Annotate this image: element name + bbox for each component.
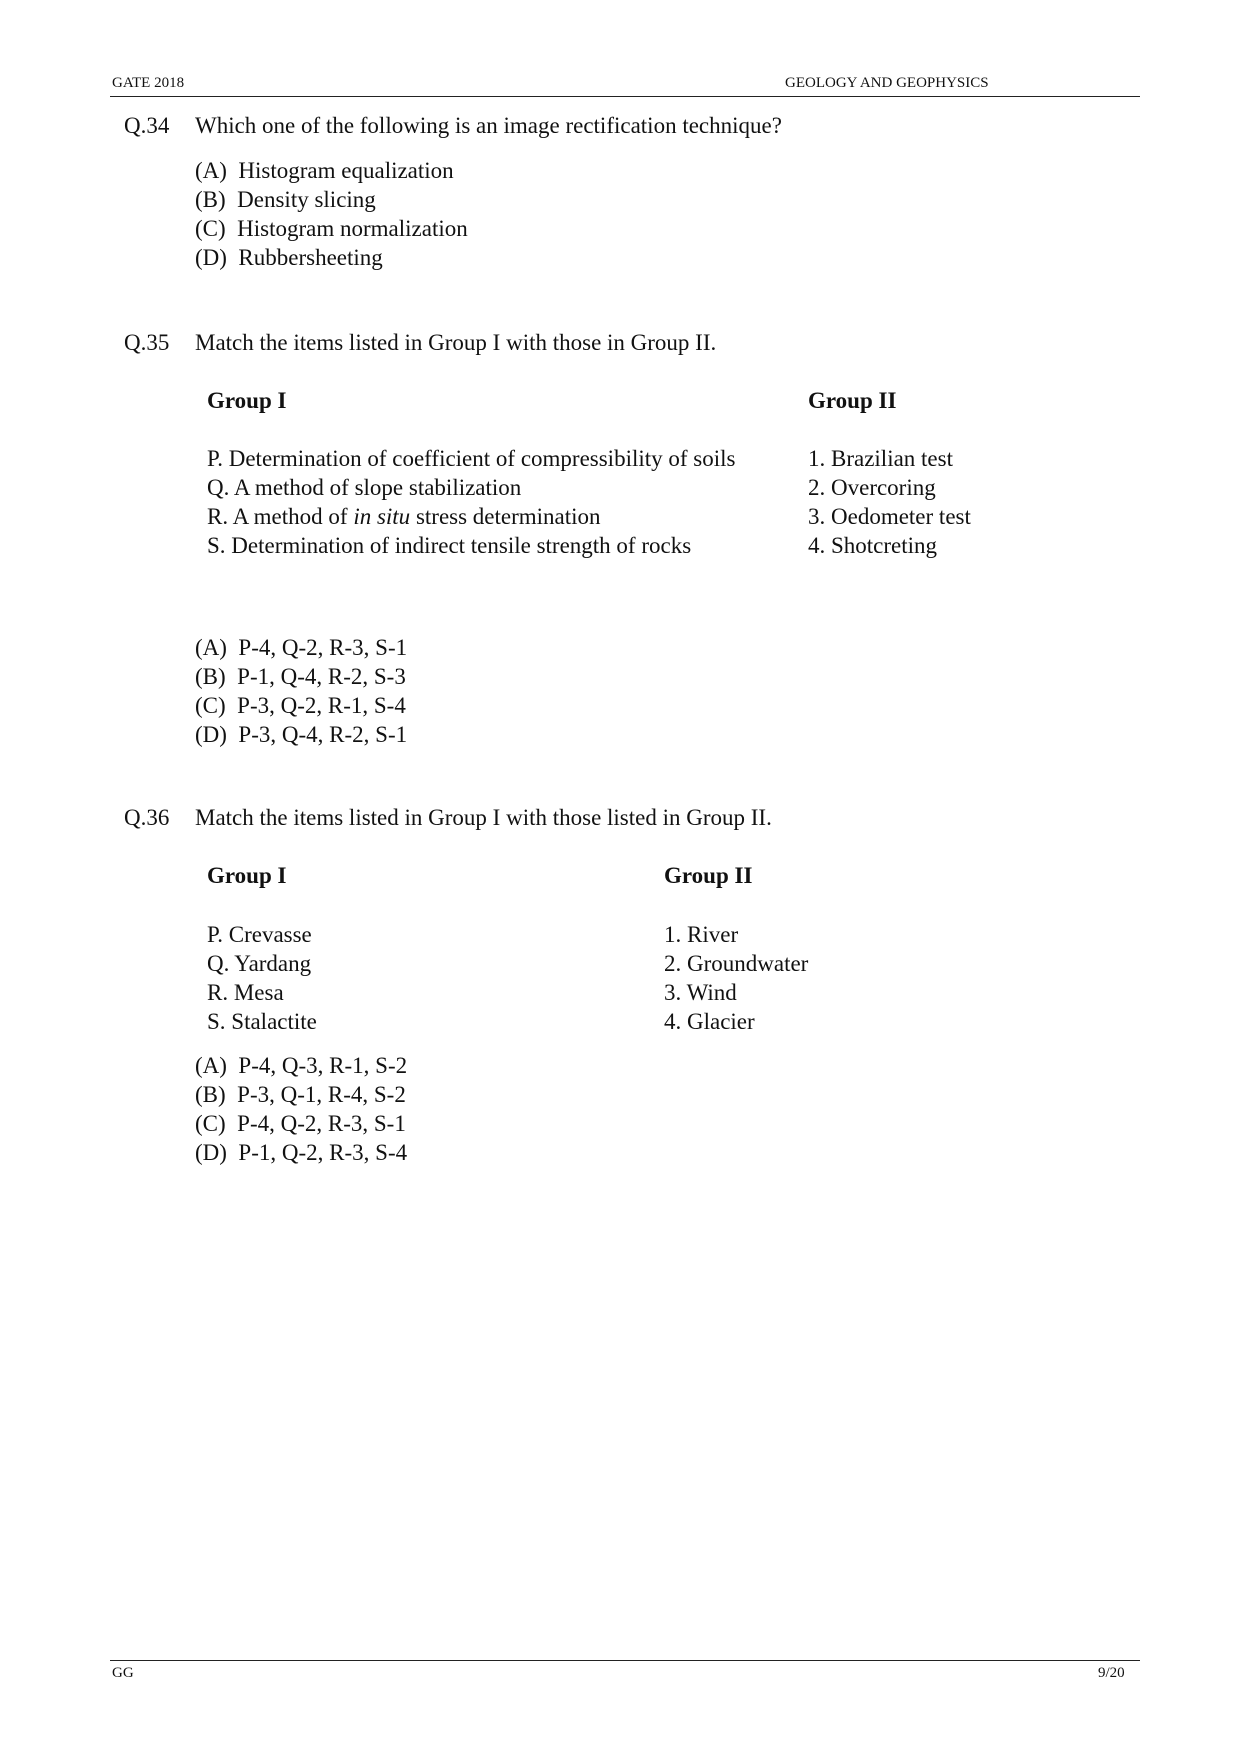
group-1-title: Group I <box>207 388 287 413</box>
group-2-item-4: 4. Shotcreting <box>808 533 938 558</box>
option-b: (B) Density slicing <box>195 187 376 212</box>
option-d: (D) Rubbersheeting <box>195 245 383 270</box>
group-1-item-q: Q. Yardang <box>207 951 312 976</box>
option-c: (C) P-4, Q-2, R-3, S-1 <box>195 1111 406 1136</box>
group-2-title: Group II <box>808 388 897 413</box>
group-1-list <box>207 920 317 1036</box>
option-b: (B) P-1, Q-4, R-2, S-3 <box>195 664 406 689</box>
group-2-list <box>808 444 971 560</box>
header-rule <box>110 96 1140 97</box>
option-a: (A) P-4, Q-3, R-1, S-2 <box>195 1053 408 1078</box>
option-a: (A) P-4, Q-2, R-3, S-1 <box>195 635 408 660</box>
group-2-item-1: 1. Brazilian test <box>808 446 953 471</box>
group-2-item-2: 2. Overcoring <box>808 475 936 500</box>
item-r-italic: in situ <box>353 504 411 529</box>
option-c: (C) P-3, Q-2, R-1, S-4 <box>195 693 406 718</box>
options-list <box>195 1051 407 1167</box>
footer-rule <box>110 1660 1140 1661</box>
question-text: Match the items listed in Group I with those in Group II. <box>195 330 717 355</box>
group-2-item-3: 3. Oedometer test <box>808 504 971 529</box>
question-number: Q.34 <box>124 113 170 138</box>
header-subject: GEOLOGY AND GEOPHYSICS <box>785 75 989 91</box>
question-text: Match the items listed in Group I with those listed in Group II. <box>195 805 772 830</box>
option-d: (D) P-1, Q-2, R-3, S-4 <box>195 1140 408 1165</box>
option-b: (B) P-3, Q-1, R-4, S-2 <box>195 1082 406 1107</box>
option-a: (A) Histogram equalization <box>195 158 454 183</box>
group-2-item-2: 2. Groundwater <box>664 951 809 976</box>
group-2-title: Group II <box>664 863 753 888</box>
item-r-prefix: R. A method of <box>207 504 354 529</box>
item-r-suffix: stress determination <box>410 504 601 529</box>
options-list <box>195 633 407 749</box>
group-1-title: Group I <box>207 863 287 888</box>
question-text: Which one of the following is an image rectification technique? <box>195 113 782 138</box>
footer-page-number: 9/20 <box>1098 1665 1125 1681</box>
group-1-list <box>207 444 735 560</box>
group-1-item-p: P. Determination of coefficient of compressibility of soils <box>207 446 736 471</box>
footer-paper-code: GG <box>112 1665 134 1681</box>
group-1-item-q: Q. A method of slope stabilization <box>207 475 522 500</box>
group-1-item-r: R. Mesa <box>207 980 284 1005</box>
group-1-item-p: P. Crevasse <box>207 922 312 947</box>
option-c: (C) Histogram normalization <box>195 216 468 241</box>
group-2-item-1: 1. River <box>664 922 739 947</box>
option-d: (D) P-3, Q-4, R-2, S-1 <box>195 722 408 747</box>
group-1-item-r <box>207 502 735 531</box>
group-2-list <box>664 920 808 1036</box>
question-number: Q.35 <box>124 330 170 355</box>
group-2-item-3: 3. Wind <box>664 980 737 1005</box>
group-2-item-4: 4. Glacier <box>664 1009 755 1034</box>
options-list <box>195 156 468 272</box>
group-1-item-s: S. Determination of indirect tensile strength of rocks <box>207 533 692 558</box>
header-exam-name: GATE 2018 <box>112 75 185 91</box>
question-number: Q.36 <box>124 805 170 830</box>
group-1-item-s: S. Stalactite <box>207 1009 317 1034</box>
